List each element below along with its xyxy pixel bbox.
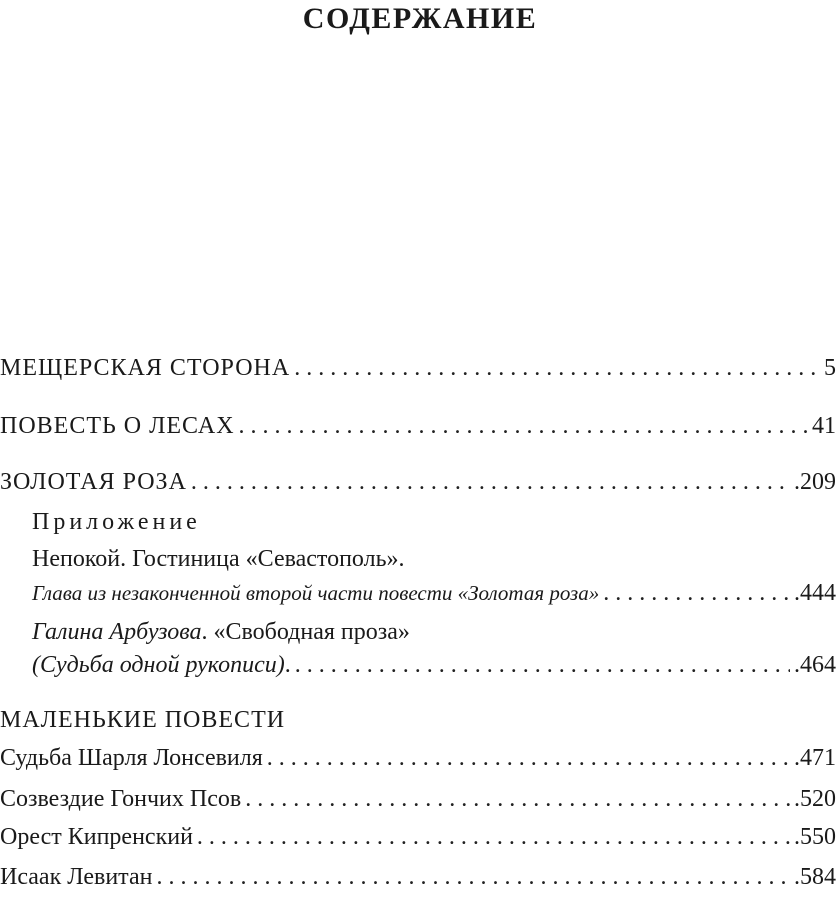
work-title: . «Свободная проза»	[201, 619, 410, 645]
toc-page-number: .209	[794, 469, 836, 495]
toc-entry-subtitle-wrap	[32, 650, 291, 680]
toc-entry-zolotaya-roza[interactable]	[0, 467, 836, 497]
toc-entry-title: ЗОЛОТАЯ РОЗА	[0, 469, 187, 495]
toc-entry-kiprensky[interactable]	[0, 822, 836, 852]
toc-entry-arbuzova-title[interactable]	[32, 617, 410, 647]
dot-leader	[156, 862, 790, 892]
dot-leader	[603, 578, 790, 608]
dot-leader	[294, 353, 820, 383]
dot-leader	[239, 411, 808, 441]
toc-entry-title: Исаак Левитан	[0, 864, 153, 890]
toc-entry-meshcherskaya[interactable]	[0, 353, 836, 383]
dot-leader	[197, 822, 790, 852]
toc-entry-arbuzova[interactable]	[32, 650, 836, 680]
toc-entry-subtitle: (Судьба одной рукописи)	[32, 652, 285, 678]
toc-page-number: .520	[794, 786, 836, 812]
toc-entry-title: ПОВЕСТЬ О ЛЕСАХ	[0, 413, 235, 439]
toc-entry-title: Созвездие Гончих Псов	[0, 786, 242, 812]
toc-entry-nepokoy-title[interactable]: Непокой. Гостиница «Севастополь».	[32, 546, 405, 572]
toc-entry-title: Орест Кипренский	[0, 824, 193, 850]
dot-leader	[295, 650, 790, 680]
page-title: СОДЕРЖАНИЕ	[302, 2, 538, 35]
author-name: Галина Арбузова	[32, 619, 202, 645]
toc-page-number: .550	[794, 824, 836, 850]
appendix-heading: Приложение	[32, 509, 201, 535]
toc-entry-levitan[interactable]	[0, 862, 836, 892]
toc-entry-title: Судьба Шарля Лонсевиля	[0, 745, 263, 771]
toc-entry-subtitle: Глава из незаконченной второй части повести «Золотая роза»	[32, 581, 600, 605]
toc-page-number: .471	[794, 745, 836, 771]
toc-page-number: .584	[794, 864, 836, 890]
toc-page-number: 5	[824, 355, 836, 381]
section-heading-malenkie: МАЛЕНЬКИЕ ПОВЕСТИ	[0, 707, 286, 733]
toc-entry-povest-o-lesah[interactable]	[0, 411, 836, 441]
toc-page-number: .444	[794, 580, 836, 606]
subtitle-period: .	[284, 652, 291, 678]
toc-entry-nepokoy[interactable]	[32, 578, 836, 608]
toc-entry-sharl[interactable]	[0, 743, 836, 773]
toc-entry-title: МЕЩЕРСКАЯ СТОРОНА	[0, 355, 291, 381]
dot-leader	[245, 784, 790, 814]
dot-leader	[191, 467, 790, 497]
toc-page-number: .464	[794, 652, 836, 678]
toc-entry-sozvezdie[interactable]	[0, 784, 836, 814]
dot-leader	[267, 743, 790, 773]
toc-page-number: 41	[812, 413, 836, 439]
